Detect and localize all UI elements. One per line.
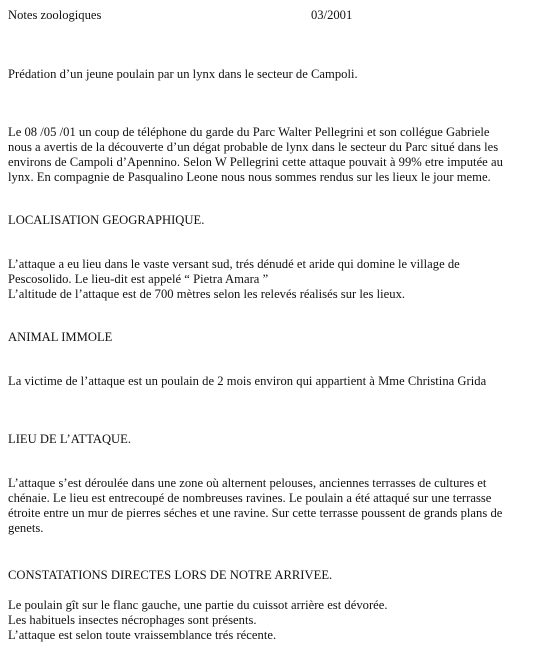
intro-line: lynx. En compagnie de Pasqualino Leone nous nous sommes rendus sur les lieux le jour meme.	[8, 170, 491, 184]
section-line: Pescosolido. Le lieu-dit est appelé “ Pietra Amara ”	[8, 272, 269, 286]
section-line: L’attaque a eu lieu dans le vaste versant sud, trés dénudé et aride qui domine le village de	[8, 257, 460, 271]
section-heading-animal: ANIMAL IMMOLE	[8, 330, 113, 344]
section-line: La victime de l’attaque est un poulain de 2 mois environ qui appartient à Mme Christina Grida	[8, 374, 487, 388]
document-title: Prédation d’un jeune poulain par un lynx dans le secteur de Campoli.	[8, 67, 358, 81]
section-line: Le poulain gît sur le flanc gauche, une partie du cuissot arrière est dévorée.	[8, 598, 388, 612]
intro-line: Le 08 /05 /01 un coup de téléphone du garde du Parc Walter Pellegrini et son collégue Gabriele	[8, 125, 490, 139]
section-line: L’attaque s’est déroulée dans une zone où alternent pelouses, anciennes terrasses de cultures et	[8, 476, 487, 490]
section-line: L’attaque est selon toute vraissemblance trés récente.	[8, 628, 277, 642]
section-line: Les habituels insectes nécrophages sont présents.	[8, 613, 257, 627]
section-line: chénaie. Le lieu est entrecoupé de nombreuses ravines. Le poulain a été attaqué sur une terrasse	[8, 491, 492, 505]
intro-line: nous a avertis de la découverte d’un dégat probable de lynx dans le secteur du Parc situé dans les	[8, 140, 499, 154]
section-line: étroite entre un mur de pierres séches et une ravine. Sur cette terrasse poussent de grands plans de	[8, 506, 503, 520]
section-line: L’altitude de l’attaque est de 700 mètres selon les relevés réalisés sur les lieux.	[8, 287, 406, 301]
intro-line: environs de Campoli d’Apennino. Selon W Pellegrini cette attaque pouvait à 99% etre imputée au	[8, 155, 503, 169]
section-line: genets.	[8, 521, 44, 535]
section-heading-constatations: CONSTATATIONS DIRECTES LORS DE NOTRE ARRIVEE.	[8, 568, 333, 582]
header-date: 03/2001	[311, 8, 353, 22]
section-heading-localisation: LOCALISATION GEOGRAPHIQUE.	[8, 213, 205, 227]
section-heading-lieu: LIEU DE L’ATTAQUE.	[8, 432, 132, 446]
header-title: Notes zoologiques	[8, 8, 102, 22]
